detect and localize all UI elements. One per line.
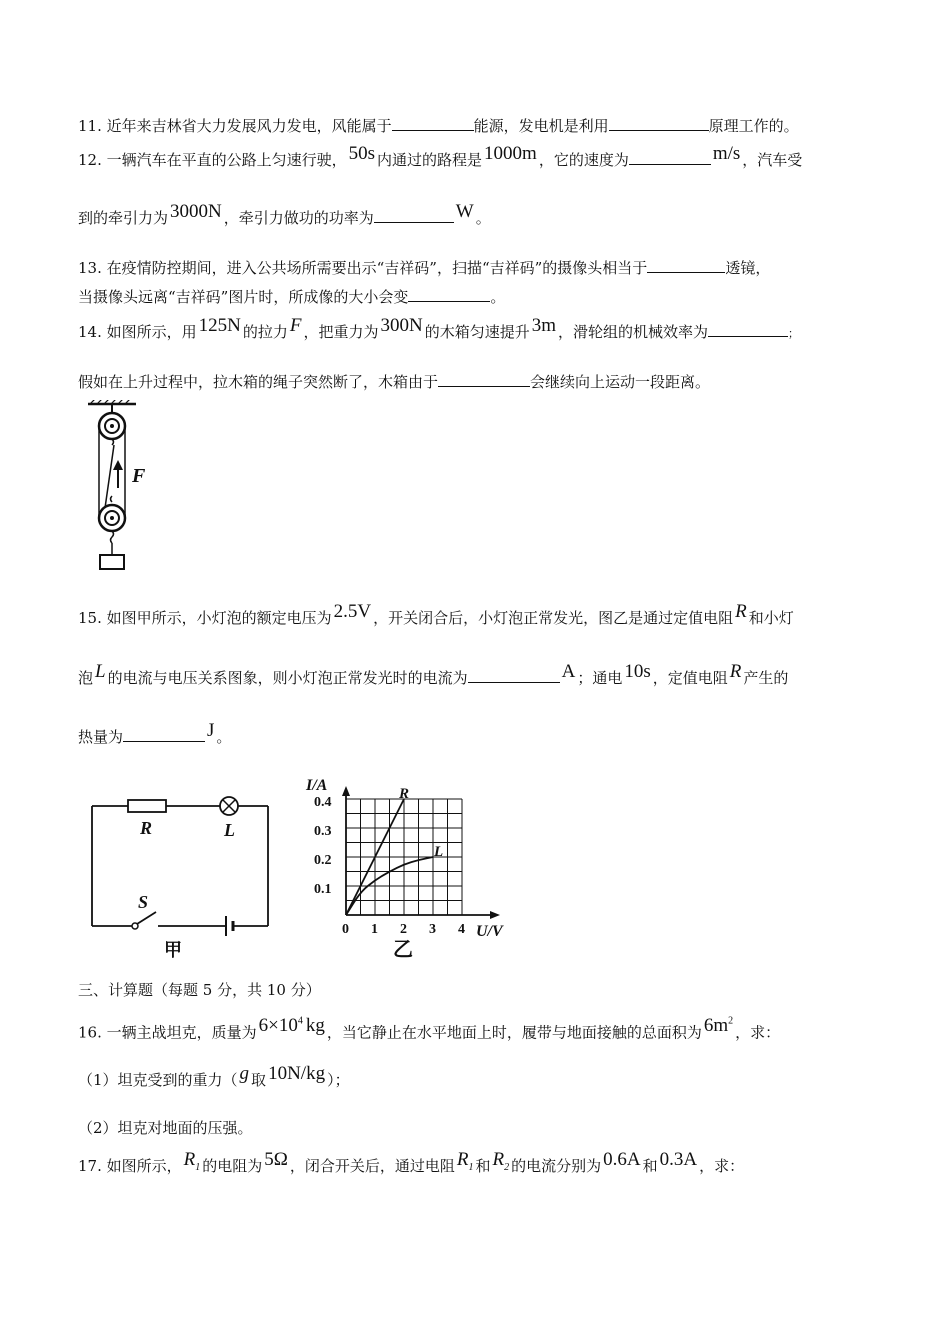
q11-blank-2[interactable] (609, 116, 709, 131)
q12-unit-speed: m/s (712, 143, 741, 164)
q16-g-symbol: g (239, 1063, 250, 1084)
q17-text: ，求： (699, 1157, 745, 1175)
q16-text: ）； (327, 1071, 350, 1089)
q16-text: 16. 一辆主战坦克，质量为 (78, 1023, 257, 1042)
q11-blank-1[interactable] (392, 116, 474, 131)
q13-text: 13. 在疫情防控期间，进入公共场所需要出示“吉祥码”，扫描“吉祥码”的摄像头相当于 (78, 259, 648, 277)
q12-text: ，它的速度为 (538, 151, 629, 169)
iu-graph (300, 770, 520, 965)
x-tick-3: 3 (429, 922, 436, 937)
q15-time: 10s (624, 661, 651, 682)
series-label-R: R (399, 786, 410, 802)
y-tick-0.4: 0.4 (314, 795, 332, 810)
q12-text: 。 (475, 209, 491, 227)
q17-current-1: 0.6A (603, 1149, 641, 1170)
q16-text: （2）坦克对地面的压强。 (78, 1119, 253, 1137)
q15-line-2 (78, 661, 789, 688)
q17-resistance: 5Ω (264, 1149, 288, 1170)
q16-area-exponent: 2 (728, 1016, 734, 1027)
x-tick-2: 2 (400, 922, 407, 937)
q14-text: ，滑轮组的机械效率为 (558, 323, 709, 341)
circuit-label-S: S (138, 892, 149, 912)
q14-line-2 (78, 372, 710, 392)
q17-R1-b (455, 1149, 476, 1173)
y-tick-0.2: 0.2 (314, 853, 332, 868)
q16-mass-base: 6×10 (258, 1015, 298, 1037)
q15-text: 泡 (78, 669, 94, 687)
q12-text: ，汽车受 (742, 151, 803, 169)
circuit-label-L: L (224, 820, 235, 840)
q13-blank-1[interactable] (647, 258, 725, 273)
q11-text: 能源，发电机是利用 (473, 117, 609, 135)
q14-blank-efficiency[interactable] (708, 322, 788, 337)
q15-blank-current[interactable] (468, 668, 560, 683)
q16-area (702, 1015, 735, 1036)
q16-part-1 (78, 1063, 350, 1090)
q17-R2-subscript: 2 (504, 1161, 510, 1173)
q17-current-2: 0.3A (659, 1149, 698, 1170)
q11-text: 11. 近年来吉林省大力发展风力发电，风能属于 (78, 117, 392, 135)
q12-line-1 (78, 143, 803, 170)
graph-caption: 乙 (393, 939, 413, 961)
q17-line-1 (78, 1149, 745, 1184)
q17-R1-symbol: R (183, 1149, 196, 1170)
q16-text: 取 (251, 1071, 267, 1089)
q14-text: ； (788, 327, 800, 340)
q17-text: ，闭合开关后，通过电阻 (289, 1157, 455, 1175)
q16-mass-exponent: 4 (297, 1016, 303, 1027)
q15-text: 产生的 (743, 669, 789, 687)
q14-text: 会继续向上运动一段距离。 (530, 373, 711, 391)
q13-text: 当摄像头远离“吉祥码”图片时，所成像的大小会变 (78, 288, 409, 306)
q15-blank-heat[interactable] (123, 727, 205, 742)
q12-distance: 1000m (484, 143, 537, 164)
q12-text: 内通过的路程是 (377, 151, 483, 169)
q15-line-3 (78, 720, 232, 747)
q15-unit-A: A (561, 661, 576, 682)
q16-text: ，当它静止在水平地面上时，履带与地面接触的总面积为 (326, 1023, 702, 1042)
graph-y-ticks (314, 795, 332, 897)
graph-xlabel: U/V (476, 923, 503, 940)
q17-text: 的电流分别为 (511, 1157, 602, 1175)
q17-R1b-symbol: R (456, 1149, 469, 1170)
q15-text: ；通电 (577, 669, 623, 687)
circuit-label-R: R (140, 818, 153, 838)
x-tick-4: 4 (458, 922, 465, 937)
q14-text: ，把重力为 (303, 323, 379, 341)
q16-g-value: 10N/kg (268, 1063, 326, 1084)
q15-text: 。 (216, 728, 232, 746)
q12-text: ，牵引力做功的功率为 (223, 209, 374, 227)
q11-line (78, 116, 799, 136)
q17-R2 (491, 1149, 512, 1173)
q15-unit-J: J (207, 720, 215, 741)
q16-line-1 (78, 1015, 781, 1042)
series-label-L: L (434, 844, 444, 860)
q13-text: 。 (490, 288, 506, 306)
y-tick-0.1: 0.1 (314, 882, 332, 897)
q12-blank-power[interactable] (374, 208, 454, 223)
section-3-title: 三、计算题（每题 5 分，共 10 分） (78, 981, 321, 999)
q14-F-symbol: F (289, 315, 302, 336)
q14-line-1 (78, 315, 800, 344)
x-tick-1: 1 (371, 922, 378, 937)
q14-height: 3m (531, 315, 557, 336)
graph-axes (342, 786, 500, 919)
pulley-figure (84, 400, 164, 572)
q17-R2-symbol: R (492, 1149, 505, 1170)
q15-voltage: 2.5V (333, 601, 372, 622)
q13-blank-2[interactable] (408, 287, 490, 302)
q14-text: 假如在上升过程中，拉木箱的绳子突然断了，木箱由于 (78, 373, 439, 391)
q11-text: 原理工作的。 (708, 117, 799, 135)
q17-text: 的电阻为 (202, 1157, 263, 1175)
q12-text: 到的牵引力为 (78, 209, 169, 227)
section-3-heading (78, 980, 321, 1000)
q15-line-1 (78, 601, 794, 628)
q14-pull-force: 125N (198, 315, 241, 336)
graph-grid (346, 799, 462, 915)
q16-area-base: 6m (703, 1015, 729, 1037)
q15-text: ，开关闭合后，小灯泡正常发光，图乙是通过定值电阻 (373, 609, 734, 627)
q16-text: ，求： (735, 1023, 781, 1042)
q14-text: 的木箱匀速提升 (424, 323, 530, 341)
q16-part-2 (78, 1118, 253, 1138)
x-tick-0: 0 (342, 922, 349, 937)
q12-unit-power: W (455, 201, 474, 222)
q12-blank-speed[interactable] (629, 150, 711, 165)
q16-mass-unit: kg (305, 1015, 325, 1037)
q15-R-symbol-2: R (729, 661, 742, 682)
q17-text: 和 (642, 1157, 658, 1175)
pulley-F-label: F (132, 465, 146, 487)
q15-L-symbol: L (95, 661, 106, 682)
q12-time: 50s (348, 143, 376, 164)
q15-text: 和小灯 (748, 609, 794, 627)
q17-text: 和 (475, 1157, 491, 1175)
q15-text: ，定值电阻 (652, 669, 728, 687)
q12-line-2 (78, 201, 491, 228)
y-tick-0.3: 0.3 (314, 824, 332, 839)
q15-R-symbol: R (735, 601, 747, 622)
q17-text: 17. 如图所示， (78, 1157, 182, 1175)
q16-mass (257, 1015, 327, 1036)
q17-R1 (182, 1149, 203, 1173)
circuit-caption: 甲 (164, 940, 182, 960)
q16-text: （1）坦克受到的重力（ (78, 1071, 238, 1089)
q13-text: 透镜， (725, 259, 771, 277)
q15-text: 热量为 (78, 728, 124, 746)
q14-text: 14. 如图所示，用 (78, 323, 197, 341)
q15-text: 的电流与电压关系图象，则小灯泡正常发光时的电流为 (107, 669, 468, 687)
q14-weight: 300N (380, 315, 423, 336)
q13-line-1 (78, 258, 770, 278)
q17-R1-subscript: 1 (195, 1161, 201, 1173)
q14-text: 的拉力 (242, 323, 288, 341)
q12-text: 12. 一辆汽车在平直的公路上匀速行驶， (78, 151, 347, 169)
q15-text: 15. 如图甲所示，小灯泡的额定电压为 (78, 609, 332, 627)
q12-force: 3000N (170, 201, 222, 222)
circuit-diagram (88, 790, 278, 962)
q17-R1b-subscript: 1 (468, 1161, 474, 1173)
graph-ylabel: I/A (306, 777, 328, 794)
graph-x-ticks (342, 922, 465, 937)
q14-blank-inertia[interactable] (438, 372, 530, 387)
q13-line-2 (78, 287, 505, 307)
